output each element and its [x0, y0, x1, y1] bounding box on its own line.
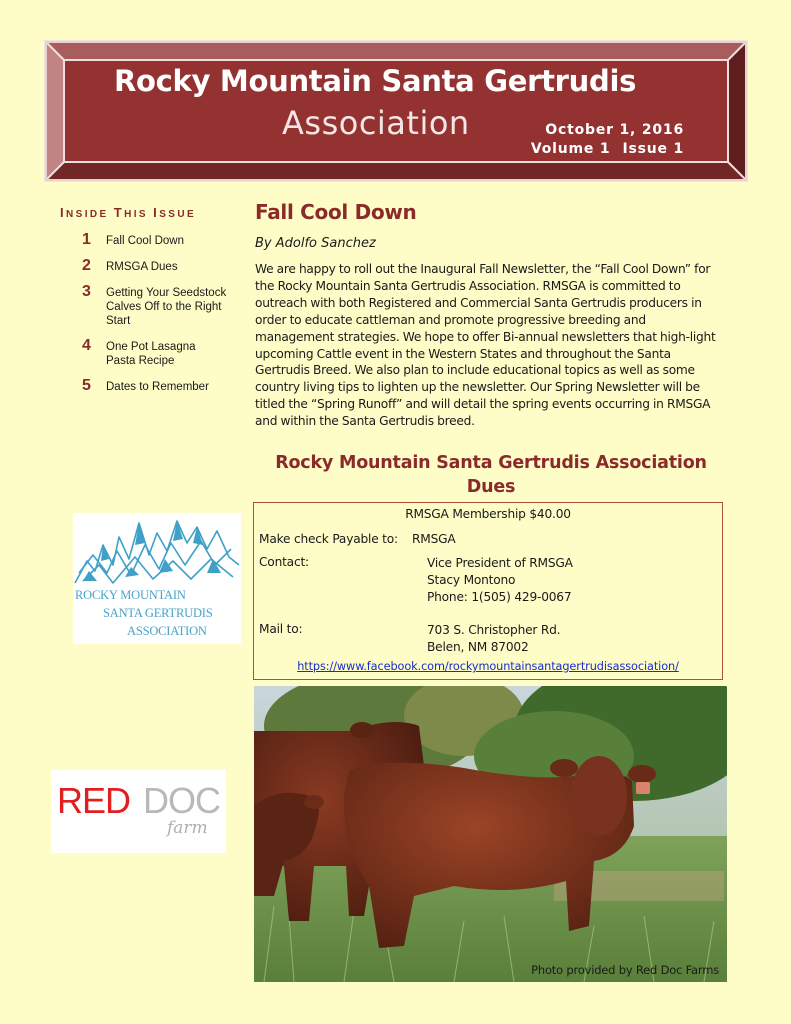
toc-label: Fall Cool Down	[106, 235, 184, 247]
payable-label: Make check Payable to:	[259, 532, 398, 546]
issue-label: Issue 1	[622, 141, 684, 157]
article-title: Fall Cool Down	[255, 200, 417, 224]
dues-heading: Rocky Mountain Santa Gertrudis Association Dues	[275, 453, 707, 497]
dues-info-box	[253, 502, 723, 680]
toc-label: One Pot Lasagna Pasta Recipe	[106, 341, 196, 367]
mail-label: Mail to:	[259, 622, 303, 636]
inside-this-issue-heading: INSIDE THIS ISSUE	[60, 205, 197, 220]
logo-line-1: ROCKY MOUNTAIN	[75, 588, 186, 602]
logo-farm-text: farm	[167, 818, 208, 838]
article-byline: By Adolfo Sanchez	[255, 236, 376, 251]
photo-credit: Photo provided by Red Doc Farms	[531, 963, 719, 977]
facebook-link[interactable]: https://www.facebook.com/rockymountainsantagertrudisassociation/	[297, 660, 679, 673]
toc-item[interactable]	[82, 378, 247, 394]
toc-label: Getting Your Seedstock Calves Off to the Right Start	[106, 287, 227, 327]
toc-label: RMSGA Dues	[106, 261, 178, 273]
volume-issue	[531, 140, 684, 159]
logo-line-3: ASSOCIATION	[127, 624, 207, 638]
toc-label: Dates to Remember	[106, 381, 209, 393]
mail-city: Belen, NM 87002	[427, 640, 529, 654]
masthead-banner	[44, 40, 748, 182]
contact-phone: Phone: 1(505) 429-0067	[427, 590, 572, 604]
toc-number: 4	[82, 337, 91, 354]
rmsga-logo	[73, 513, 241, 644]
contact-label: Contact:	[259, 555, 309, 569]
newsletter-title: Rocky Mountain Santa Gertrudis	[114, 64, 637, 98]
red-doc-farm-logo	[51, 770, 226, 853]
issue-info	[531, 121, 684, 159]
logo-line-2: SANTA GERTRUDIS	[103, 606, 213, 620]
mail-street: 703 S. Christopher Rd.	[427, 623, 561, 637]
volume-label: Volume 1	[530, 141, 611, 157]
mail-address	[427, 622, 560, 656]
toc-number: 1	[82, 231, 91, 248]
article-body: We are happy to roll out the Inaugural Fall Newsletter, the “Fall Cool Down” for the Rocky Mountain Santa Gertrudis Association. RMSGA is committed to outreach with both Registered and Commercial Santa Gertrudis producers in order to educate cattleman and promote progressive breeding and management strategies. We hope to offer Bi-annual newsletters that high-light upcoming Cattle event in the Western States and throughout the Santa Gertrudis Breed. We also plan to include educational topics as well as some country living tips to lighten up the newsletter. Our Spring Newsletter will be titled the “Spring Runoff” and will detail the spring events occurring in RMSGA and within the Santa Gertrudis breed.	[255, 262, 716, 429]
cattle-photo	[254, 686, 727, 982]
toc-item[interactable]	[82, 284, 247, 328]
toc-number: 2	[82, 257, 91, 274]
toc-item[interactable]	[82, 232, 247, 248]
toc-item[interactable]	[82, 338, 247, 368]
membership-fee: RMSGA Membership $40.00	[405, 507, 571, 521]
contact-title: Vice President of RMSGA	[427, 556, 573, 570]
toc-item[interactable]	[82, 258, 247, 274]
mountain-range-icon	[73, 515, 241, 590]
logo-red-text: RED	[57, 780, 131, 821]
table-of-contents	[82, 232, 247, 404]
issue-date: October 1, 2016	[545, 122, 684, 138]
logo-doc-text: DOC	[143, 780, 220, 821]
cattle-image-icon	[254, 686, 727, 982]
contact-details	[427, 555, 573, 606]
newsletter-subtitle: Association	[282, 104, 470, 142]
toc-number: 3	[82, 283, 91, 300]
toc-number: 5	[82, 377, 91, 394]
payable-value: RMSGA	[412, 532, 456, 546]
contact-name: Stacy Montono	[427, 573, 516, 587]
